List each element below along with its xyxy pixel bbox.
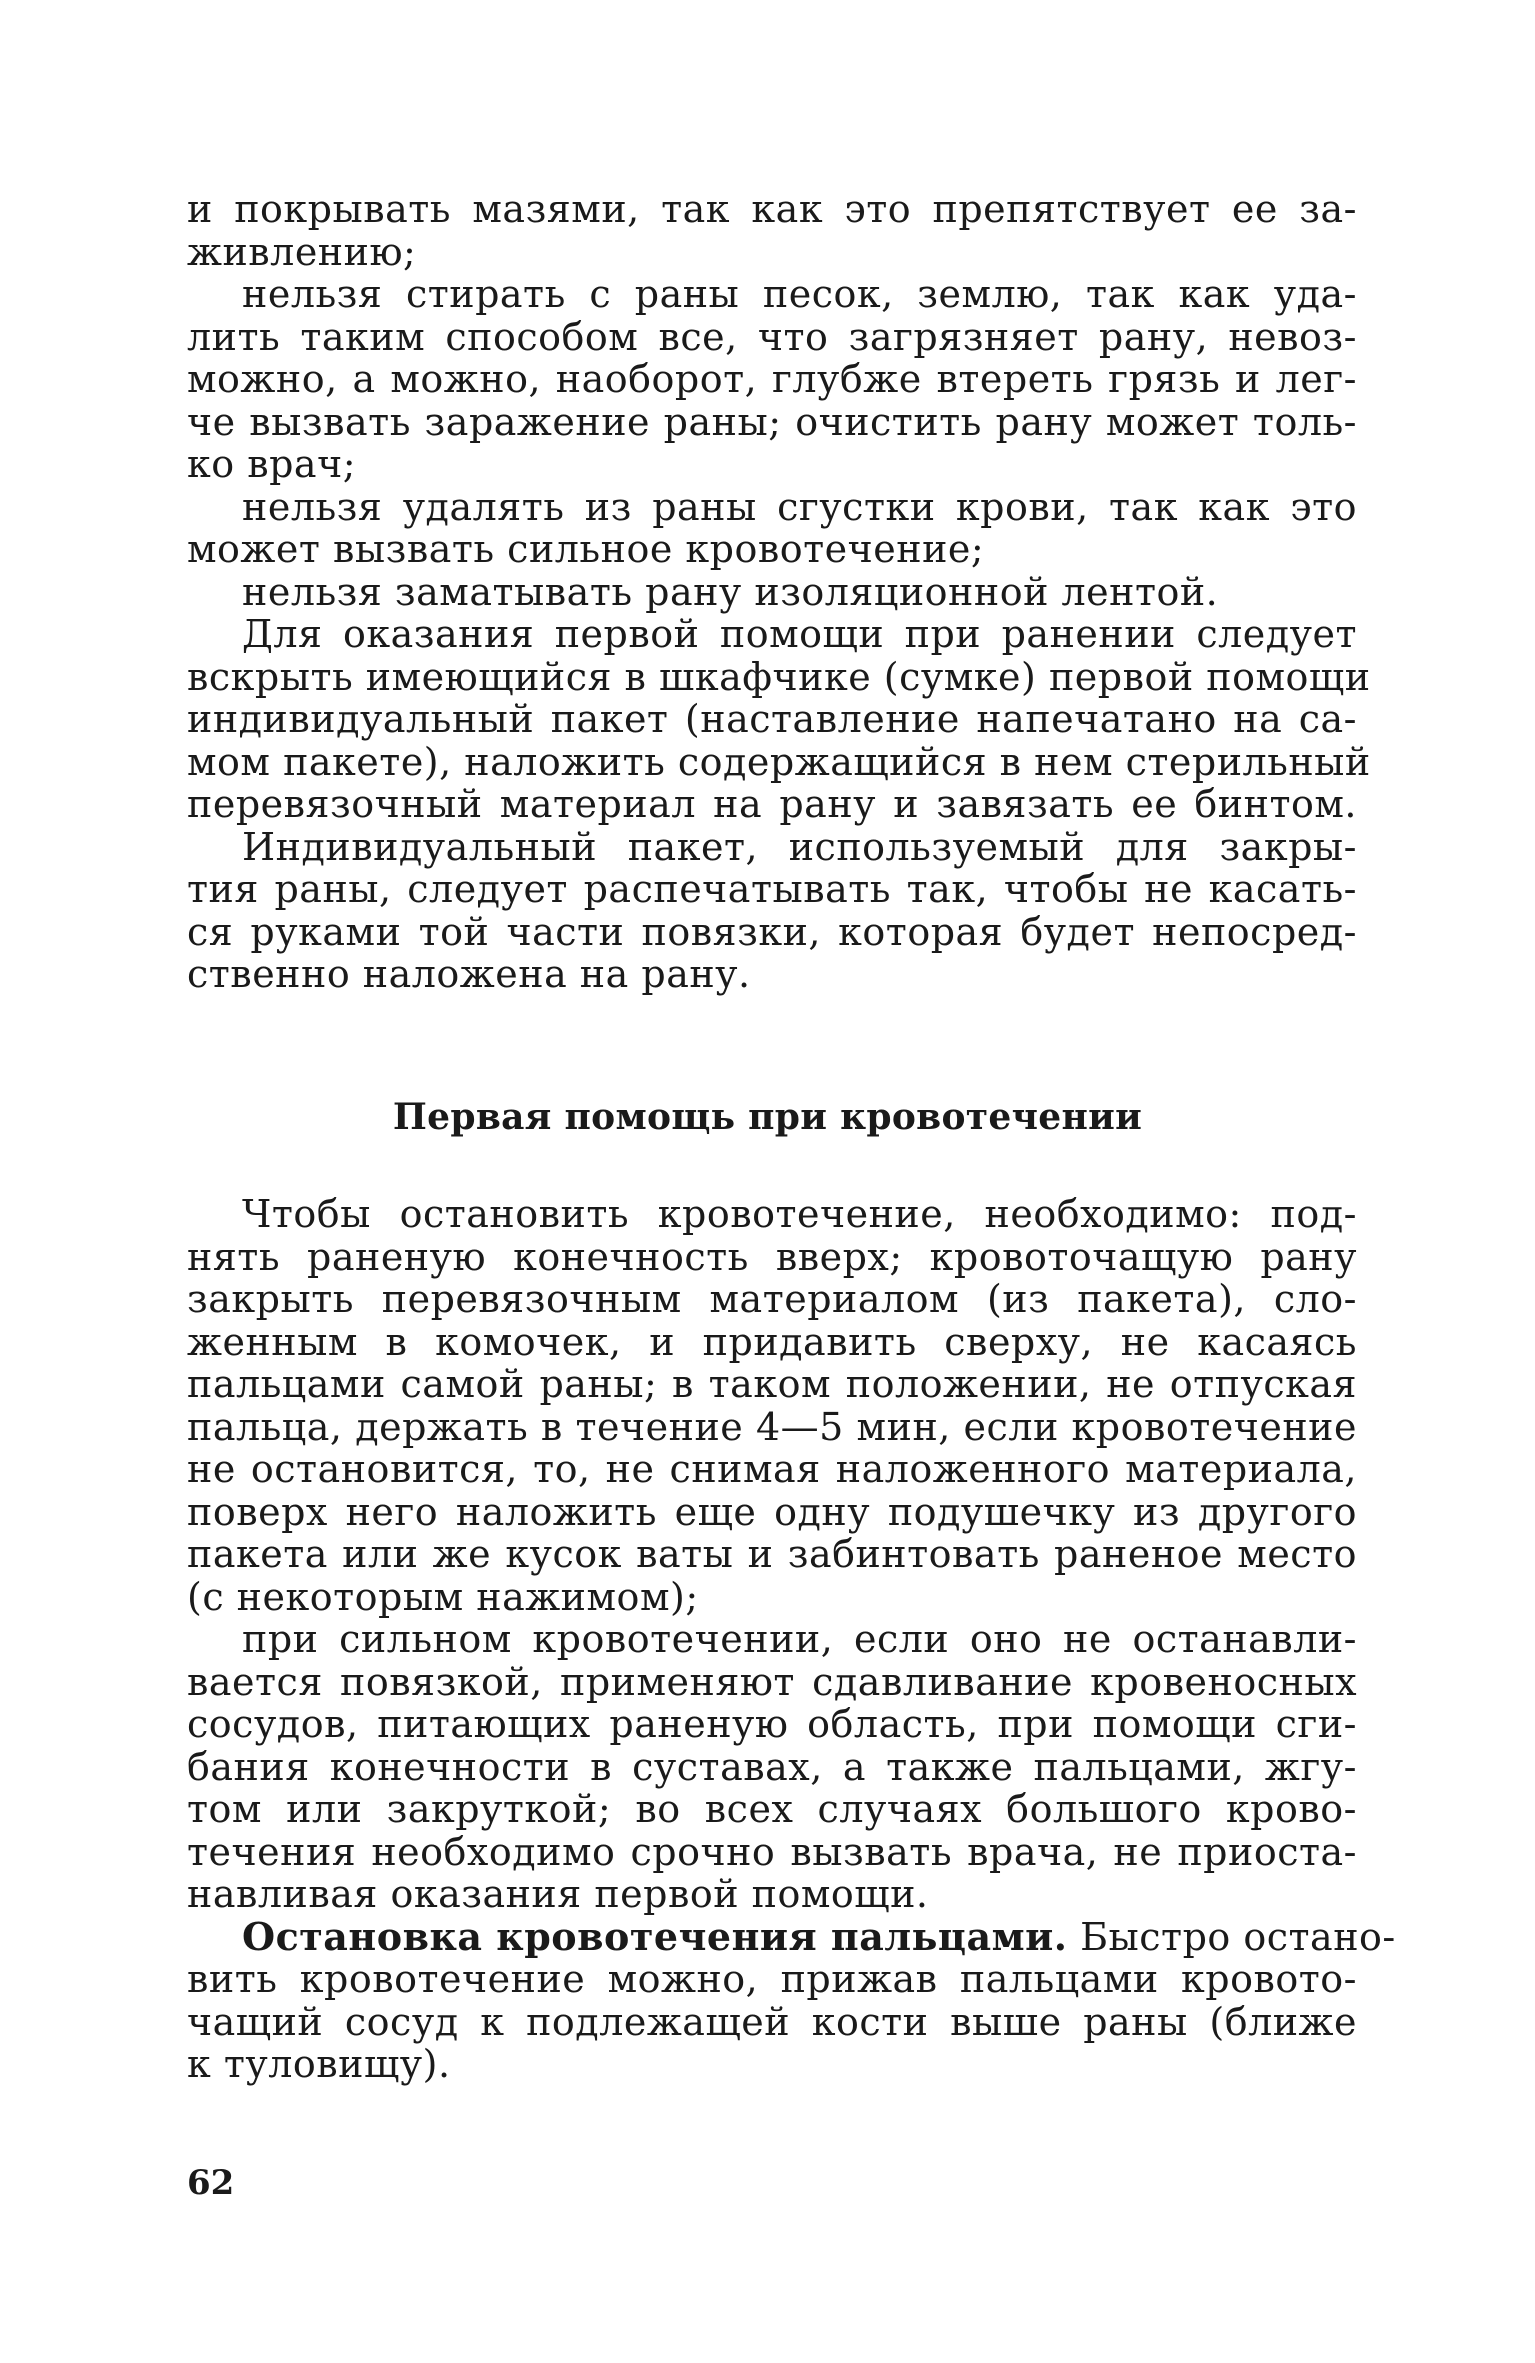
text-line: ко врач; bbox=[187, 442, 357, 486]
text-line: женным в комочек, и придавить сверху, не касаясь bbox=[187, 1319, 1357, 1364]
text-line: живлению; bbox=[187, 229, 417, 274]
text-line: пальца, держать в течение 4—5 мин, если кровотечение bbox=[187, 1404, 1357, 1449]
text-line bbox=[187, 1913, 1396, 1959]
text-line: лить таким способом все, что загрязняет рану, невоз- bbox=[187, 314, 1357, 359]
text-line: перевязочный материал на рану и завязать ее бинтом. bbox=[187, 782, 1357, 826]
subsection-title: Остановка кровотечения пальцами. bbox=[242, 1913, 1068, 1959]
text-line: можно, а можно, наоборот, глубже втереть грязь и лег- bbox=[187, 357, 1357, 401]
text-line: нять раненую конечность вверх; кровоточащую рану bbox=[187, 1234, 1357, 1279]
text-line: течения необходимо срочно вызвать врача, не приоста- bbox=[187, 1829, 1357, 1874]
text-line: нельзя удалять из раны сгустки крови, так как это bbox=[242, 484, 1357, 529]
text-line: нельзя стирать с раны песок, землю, так как уда- bbox=[242, 272, 1357, 316]
text-line: ственно наложена на рану. bbox=[187, 952, 751, 996]
text-line: тия раны, следует распечатывать так, чтобы не касать- bbox=[187, 867, 1357, 911]
text-line: индивидуальный пакет (наставление напечатано на са- bbox=[187, 697, 1357, 741]
text-line: нельзя заматывать рану изоляционной лентой. bbox=[242, 569, 1219, 614]
text-line: закрыть перевязочным материалом (из пакета), сло- bbox=[187, 1277, 1357, 1321]
text-line: (с некоторым нажимом); bbox=[187, 1574, 699, 1619]
text-line: поверх него наложить еще одну подушечку из другого bbox=[187, 1489, 1357, 1534]
text-line: пакета или же кусок ваты и забинтовать раненое место bbox=[187, 1532, 1357, 1576]
text-line: бания конечности в суставах, а также пальцами, жгу- bbox=[187, 1744, 1357, 1789]
text-line: пальцами самой раны; в таком положении, не отпуская bbox=[187, 1362, 1357, 1406]
text-line: мом пакете), наложить содержащийся в нем стерильный bbox=[187, 739, 1371, 784]
text-line: Чтобы остановить кровотечение, необходимо: под- bbox=[242, 1192, 1357, 1236]
text-line: может вызвать сильное кровотечение; bbox=[187, 527, 985, 571]
text-line: сосудов, питающих раненую область, при помощи сги- bbox=[187, 1702, 1357, 1746]
text-line: вскрыть имеющийся в шкафчике (сумке) первой помощи bbox=[187, 654, 1371, 699]
text-line: при сильном кровотечении, если оно не останавли- bbox=[242, 1617, 1357, 1661]
text-line: к туловищу). bbox=[187, 2042, 451, 2086]
text-line: чащий сосуд к подлежащей кости выше раны (ближе bbox=[187, 1999, 1357, 2044]
body-text-top bbox=[187, 187, 1371, 996]
text-line: вить кровотечение можно, прижав пальцами кровото- bbox=[187, 1957, 1357, 2001]
text-line: че вызвать заражение раны; очистить рану может толь- bbox=[187, 399, 1357, 444]
text-line: навливая оказания первой помощи. bbox=[187, 1872, 929, 1916]
body-text-bottom bbox=[187, 1192, 1396, 2086]
text-run: Быстро остано- bbox=[1067, 1914, 1396, 1959]
section-heading: Первая помощь при кровотечении bbox=[392, 1096, 1143, 1138]
text-line: и покрывать мазями, так как это препятствует ее за- bbox=[187, 187, 1357, 231]
text-line: ся руками той части повязки, которая будет непосред- bbox=[187, 909, 1357, 954]
text-line: Для оказания первой помощи при ранении следует bbox=[242, 612, 1357, 656]
text-line: не остановится, то, не снимая наложенного материала, bbox=[187, 1447, 1357, 1491]
text-line: Индивидуальный пакет, используемый для закры- bbox=[242, 824, 1357, 869]
text-line: вается повязкой, применяют сдавливание кровеносных bbox=[187, 1659, 1357, 1704]
text-line: том или закруткой; во всех случаях большого крово- bbox=[187, 1787, 1357, 1831]
page-number: 62 bbox=[187, 2163, 235, 2203]
